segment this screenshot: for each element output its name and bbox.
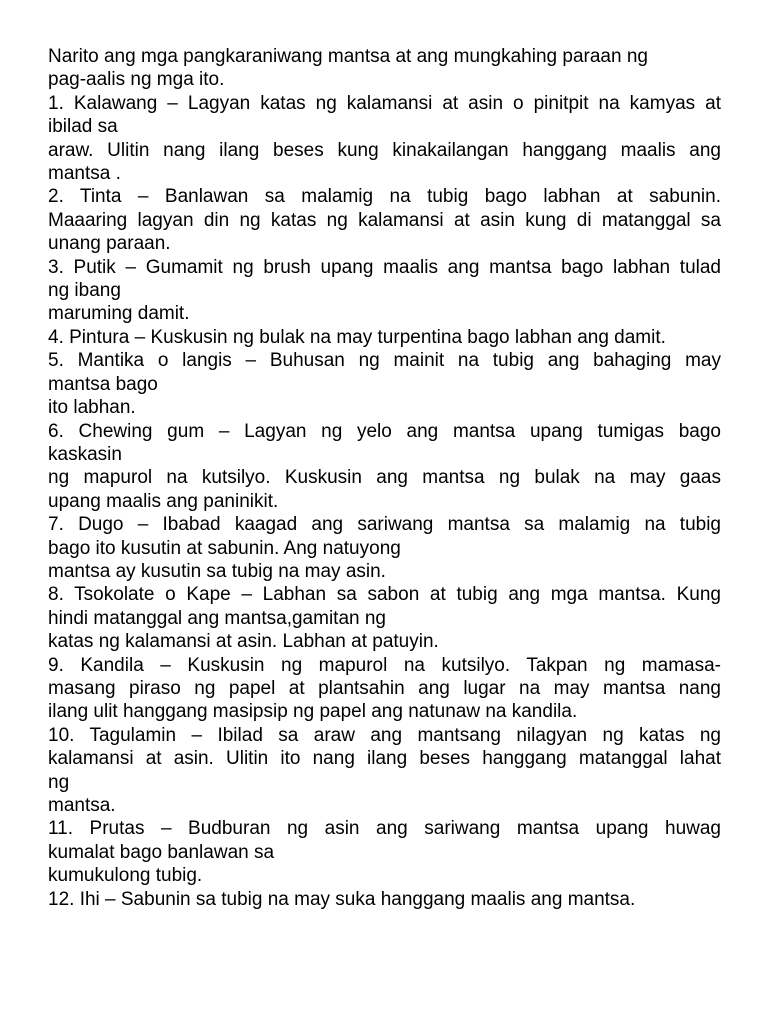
text-line: mantsa. bbox=[48, 795, 116, 816]
text-line: upang maalis ang paninikit. bbox=[48, 490, 279, 512]
text-line: ibilad sa bbox=[48, 116, 118, 138]
text-line: Maaaring lagyan din ng katas ng kalamansi at asin kung di matanggal sa bbox=[48, 209, 721, 231]
text-line: katas ng kalamansi at asin. Labhan at patuyin. bbox=[48, 631, 439, 653]
text-line: masang piraso ng papel at plantsahin ang lugar na may mantsa nang bbox=[48, 677, 721, 699]
text-line: 2. Tinta – Banlawan sa malamig na tubig bago labhan at sabunin. bbox=[48, 186, 721, 208]
text-line: ng ibang bbox=[48, 280, 121, 302]
text-line: unang paraan. bbox=[48, 233, 171, 255]
text-line: ilang ulit hanggang masipsip ng papel ang natunaw na kandila. bbox=[48, 701, 578, 723]
document-body bbox=[48, 45, 721, 911]
text-line: pag-aalis ng mga ito. bbox=[48, 69, 225, 91]
text-line: araw. Ulitin nang ilang beses kung kinakailangan hanggang maalis ang bbox=[48, 139, 721, 161]
text-line: 5. Mantika o langis – Buhusan ng mainit na tubig ang bahaging may bbox=[48, 350, 721, 372]
text-line: ito labhan. bbox=[48, 397, 136, 419]
text-line: maruming damit. bbox=[48, 303, 190, 325]
text-line: ng bbox=[48, 771, 70, 793]
text-line: bago ito kusutin at sabunin. Ang natuyong bbox=[48, 537, 401, 559]
text-line: mantsa bago bbox=[48, 373, 158, 395]
text-line: 7. Dugo – Ibabad kaagad ang sariwang mantsa sa malamig na tubig bbox=[48, 514, 721, 536]
text-line: 6. Chewing gum – Lagyan ng yelo ang mantsa upang tumigas bago bbox=[48, 420, 721, 442]
text-line: 4. Pintura – Kuskusin ng bulak na may turpentina bago labhan ang damit. bbox=[48, 326, 666, 348]
text-line: mantsa . bbox=[48, 163, 121, 185]
text-line: mantsa ay kusutin sa tubig na may asin. bbox=[48, 560, 386, 582]
text-line: hindi matanggal ang mantsa,gamitan ng bbox=[48, 607, 387, 629]
text-line: 11. Prutas – Budburan ng asin ang sariwang mantsa upang huwag bbox=[48, 818, 721, 840]
text-line: kumalat bago banlawan sa bbox=[48, 841, 275, 863]
text-line: 10. Tagulamin – Ibilad sa araw ang mantsang nilagyan ng katas ng bbox=[48, 724, 721, 746]
text-line: 1. Kalawang – Lagyan katas ng kalamansi at asin o pinitpit na kamyas at bbox=[48, 92, 721, 114]
text-line: kalamansi at asin. Ulitin ito nang ilang beses hanggang matanggal lahat bbox=[48, 748, 721, 770]
text-line: kumukulong tubig. bbox=[48, 865, 203, 887]
text-line: ng mapurol na kutsilyo. Kuskusin ang mantsa ng bulak na may gaas bbox=[48, 467, 721, 489]
text-line: 9. Kandila – Kuskusin ng mapurol na kutsilyo. Takpan ng mamasa- bbox=[48, 654, 721, 676]
text-line: kaskasin bbox=[48, 443, 122, 465]
text-line: 8. Tsokolate o Kape – Labhan sa sabon at tubig ang mga mantsa. Kung bbox=[48, 584, 721, 606]
text-line: 3. Putik – Gumamit ng brush upang maalis ang mantsa bago labhan tulad bbox=[48, 256, 721, 278]
text-line: 12. Ihi – Sabunin sa tubig na may suka hanggang maalis ang mantsa. bbox=[48, 888, 636, 910]
text-line: Narito ang mga pangkaraniwang mantsa at ang mungkahing paraan ng bbox=[48, 46, 648, 67]
